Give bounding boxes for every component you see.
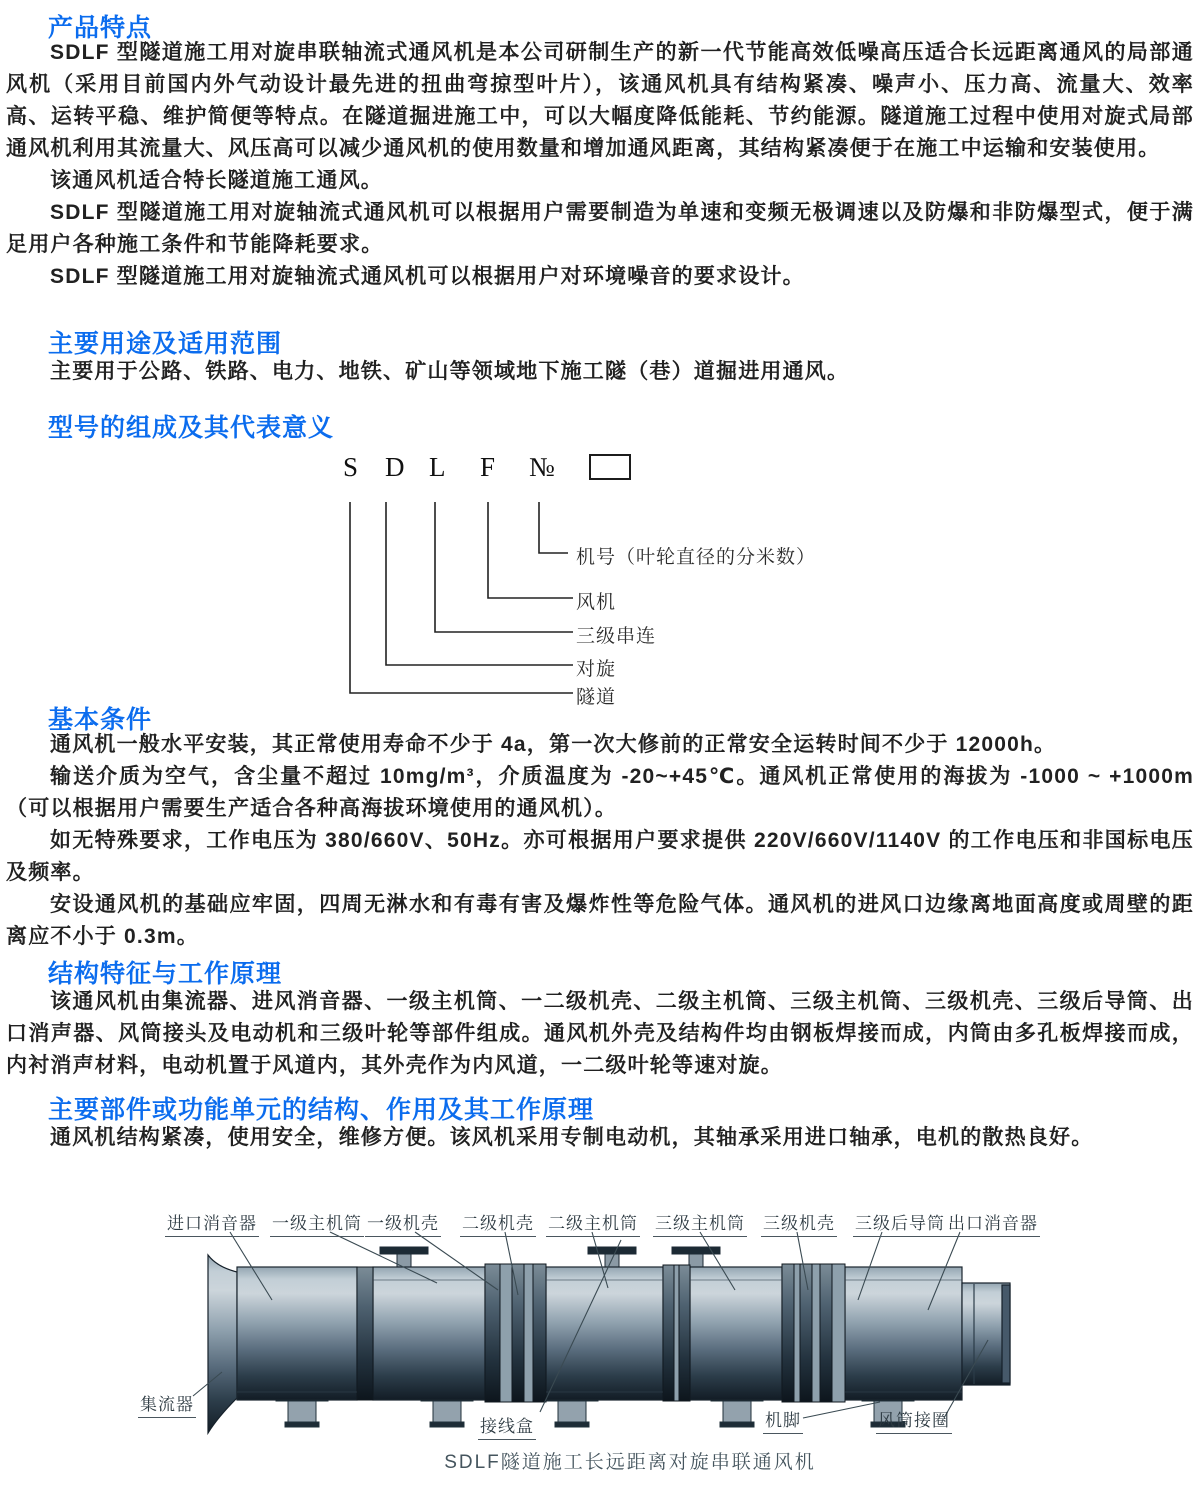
paragraph: 通风机一般水平安装，其正常使用寿命不少于 4a，第一次大修前的正常安全运转时间不少于 12000h。 <box>50 733 1057 756</box>
paragraph: 该通风机由集流器、进风消音器、一级主机筒、一二级机壳、二级主机筒、三级主机筒、三级机壳、三级后导筒、出口消声器、风筒接头及电动机和三级叶轮等部件组成。通风机外壳及结构件均由钢板焊接而成，内筒由多孔板焊接而成，内衬消声材料，电动机置于风道内，其外壳作为内风道，一二级叶轮等速对旋。 <box>6 990 1194 1077</box>
label-outlet-silencer: 出口消音器 <box>946 1209 1040 1237</box>
paragraph: SDLF 型隧道施工用对旋轴流式通风机可以根据用户对环境噪音的要求设计。 <box>50 265 805 288</box>
label-collector: 集流器 <box>138 1390 196 1418</box>
label-stage1-main-barrel: 一级主机筒 <box>270 1209 364 1237</box>
section-heading-main-parts: 主要部件或功能单元的结构、作用及其工作原理 <box>48 1096 595 1124</box>
model-letter-s: S <box>343 452 359 482</box>
label-stage1-casing: 一级机壳 <box>365 1209 441 1237</box>
model-letter-f: F <box>480 452 496 482</box>
fan-caption: SDLF隧道施工长远距离对旋串联通风机 <box>444 1452 816 1473</box>
fan-illustration <box>0 1200 1200 1500</box>
label-junction-box: 接线盒 <box>478 1412 536 1440</box>
inlet-bell <box>208 1255 237 1433</box>
label-stage3-guide-barrel: 三级后导筒 <box>853 1209 947 1237</box>
model-letter-l: L <box>429 452 446 482</box>
label-stage3-main-barrel: 三级主机筒 <box>653 1209 747 1237</box>
label-stage3-casing: 三级机壳 <box>761 1209 837 1237</box>
model-letter-d: D <box>385 452 405 482</box>
model-label-machine-number: 机号（叶轮直径的分米数） <box>576 547 817 568</box>
section-heading-features: 产品特点 <box>48 14 153 42</box>
model-label-fan: 风机 <box>576 592 617 613</box>
fan-cylinders <box>237 1267 962 1400</box>
section-heading-basic-conditions: 基本条件 <box>48 706 153 734</box>
paragraph: SDLF 型隧道施工用对旋轴流式通风机可以根据用户需要制造为单速和变频无极调速以及防爆和非防爆型式，便于满足用户各种施工条件和节能降耗要求。 <box>6 201 1194 256</box>
paragraph: 如无特殊要求，工作电压为 380/660V、50Hz。亦可根据用户要求提供 220V/660V/1140V 的工作电压和非国标电压及频率。 <box>6 829 1194 884</box>
section-body-usage <box>6 356 1194 388</box>
model-letter-no: № <box>529 452 555 482</box>
label-machine-foot: 机脚 <box>763 1406 803 1434</box>
section-body-structure <box>6 986 1194 1082</box>
paragraph: 主要用于公路、铁路、电力、地铁、矿山等领域地下施工隧（巷）道掘进用通风。 <box>50 360 850 383</box>
section-body-main-parts <box>6 1122 1194 1154</box>
model-label-three-stage-series: 三级串连 <box>576 626 657 647</box>
section-body-basic-conditions <box>6 729 1194 953</box>
model-label-tunnel: 隧道 <box>576 687 617 708</box>
outlet-collar <box>962 1283 1010 1385</box>
model-label-counter-rotating: 对旋 <box>576 659 617 680</box>
section-body-features <box>6 37 1194 293</box>
section-heading-structure: 结构特征与工作原理 <box>48 960 283 988</box>
paragraph: 该通风机适合特长隧道施工通风。 <box>50 169 383 192</box>
label-duct-collar: 风筒接圈 <box>876 1406 952 1434</box>
paragraph: 安设通风机的基础应牢固，四周无淋水和有毒有害及爆炸性等危险气体。通风机的进风口边缘离地面高度或周壁的距离应不小于 0.3m。 <box>6 893 1194 948</box>
paragraph: 输送介质为空气，含尘量不超过 10mg/m³，介质温度为 -20~+45℃。通风机正常使用的海拔为 -1000 ~ +1000m（可以根据用户需要生产适合各种高海拔环境使用的通风机）。 <box>6 765 1194 820</box>
model-number-box <box>589 454 631 480</box>
section-heading-usage: 主要用途及适用范围 <box>48 330 283 358</box>
paragraph: SDLF 型隧道施工用对旋串联轴流式通风机是本公司研制生产的新一代节能高效低噪高压适合长远距离通风的局部通风机（采用目前国内外气动设计最先进的扭曲弯掠型叶片），该通风机具有结构紧凑、噪声小、压力高、流量大、效率高、运转平稳、维护简便等特点。在隧道掘进施工中，可以大幅度降低能耗、节约能源。隧道施工过程中使用对旋式局部通风机利用其流量大、风压高可以减少通风机的使用数量和增加通风距离，其结构紧凑便于在施工中运输和安装使用。 <box>6 41 1194 160</box>
model-composition-diagram <box>0 440 1200 708</box>
label-stage2-casing: 二级机壳 <box>460 1209 536 1237</box>
section-heading-model: 型号的组成及其代表意义 <box>48 414 335 442</box>
label-inlet-silencer: 进口消音器 <box>165 1209 259 1237</box>
paragraph: 通风机结构紧凑，使用安全，维修方便。该风机采用专制电动机，其轴承采用进口轴承，电机的散热良好。 <box>50 1126 1094 1149</box>
label-stage2-main-barrel: 二级主机筒 <box>546 1209 640 1237</box>
